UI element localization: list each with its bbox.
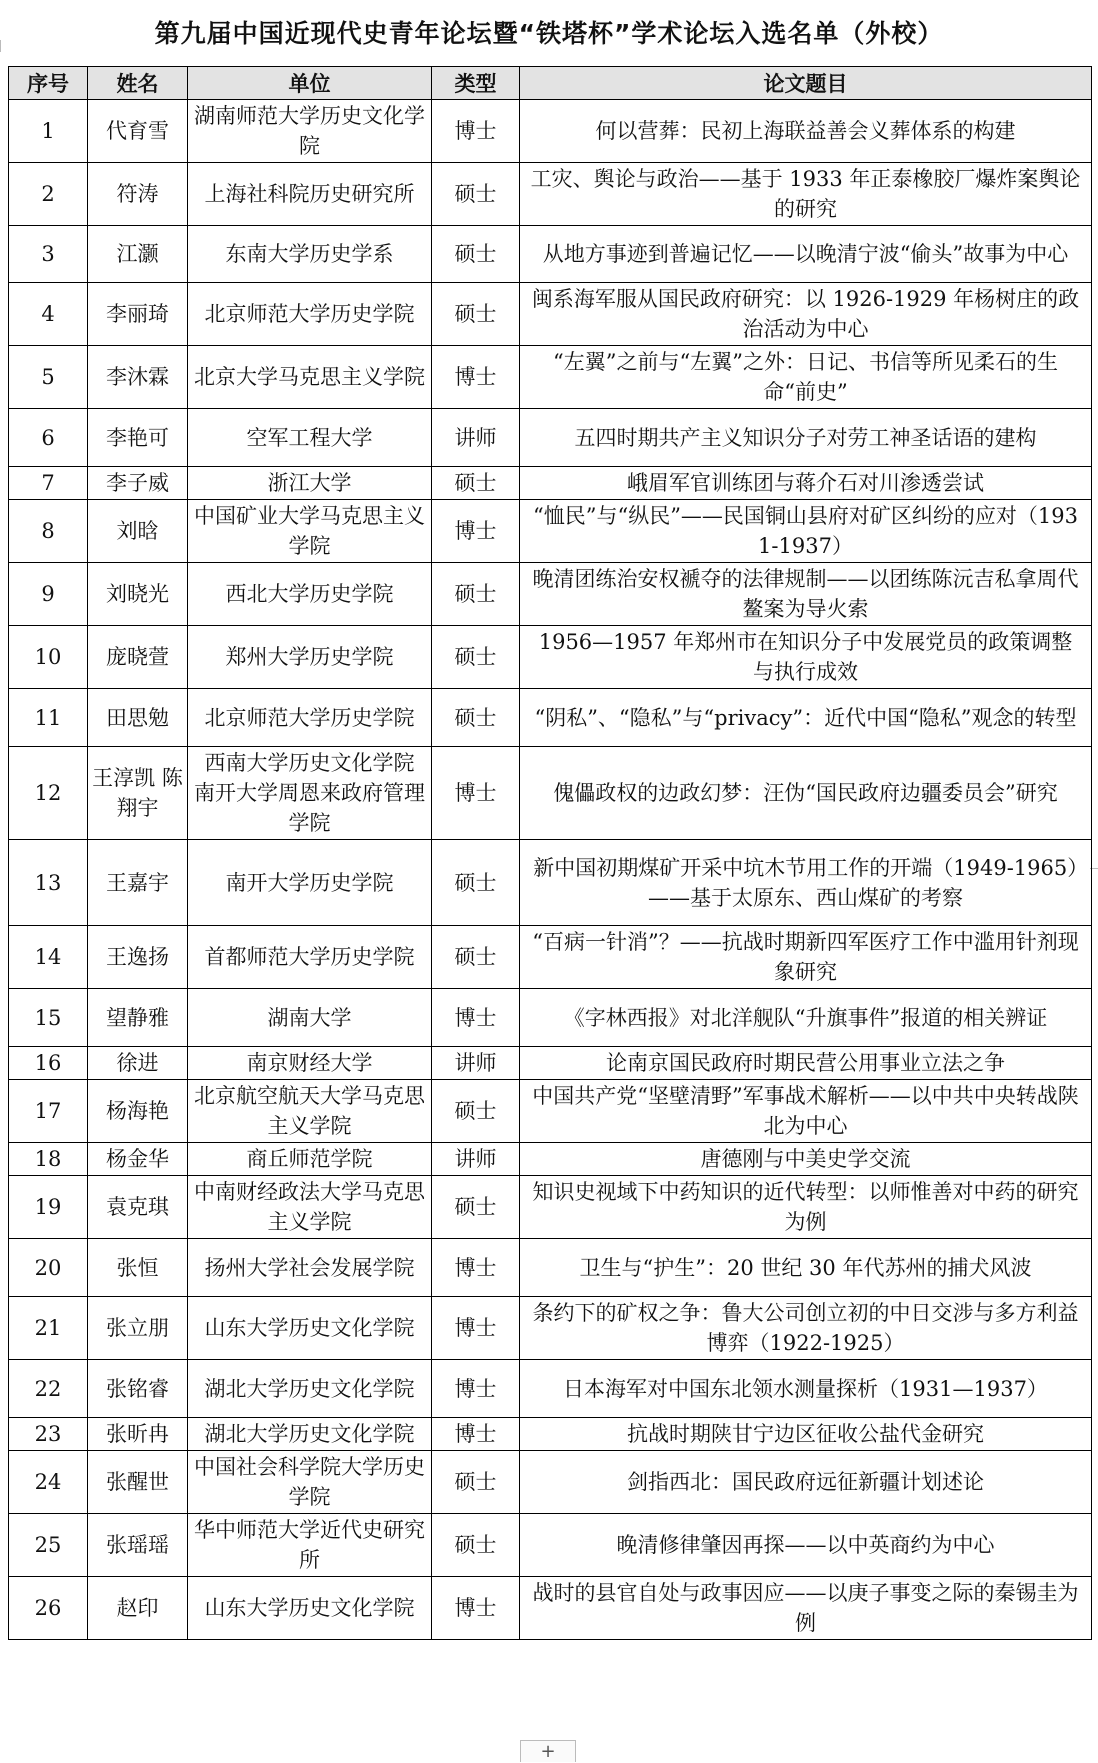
row-serial: 15 <box>9 989 88 1047</box>
row-serial: 24 <box>9 1451 88 1514</box>
row-topic: 中国共产党“坚壁清野”军事战术解析——以中共中央转战陕北为中心 <box>520 1080 1092 1143</box>
row-serial: 13 <box>9 840 88 926</box>
row-serial: 9 <box>9 563 88 626</box>
row-type: 硕士 <box>432 1451 520 1514</box>
row-serial: 8 <box>9 500 88 563</box>
row-type: 讲师 <box>432 409 520 467</box>
row-name: 李艳可 <box>88 409 188 467</box>
table-row <box>9 283 1092 346</box>
row-unit: 山东大学历史文化学院 <box>188 1577 432 1640</box>
row-topic: 1956—1957 年郑州市在知识分子中发展党员的政策调整与执行成效 <box>520 626 1092 689</box>
table-row <box>9 1360 1092 1418</box>
row-topic: 何以营葬：民初上海联益善会义葬体系的构建 <box>520 100 1092 163</box>
row-unit: 华中师范大学近代史研究所 <box>188 1514 432 1577</box>
row-unit: 西北大学历史学院 <box>188 563 432 626</box>
row-serial: 16 <box>9 1047 88 1080</box>
row-serial: 6 <box>9 409 88 467</box>
row-name: 赵印 <box>88 1577 188 1640</box>
row-type: 博士 <box>432 100 520 163</box>
table-row <box>9 1176 1092 1239</box>
row-name: 张昕冉 <box>88 1418 188 1451</box>
row-serial: 4 <box>9 283 88 346</box>
row-serial: 20 <box>9 1239 88 1297</box>
row-serial: 19 <box>9 1176 88 1239</box>
table-row <box>9 1297 1092 1360</box>
row-name: 袁克琪 <box>88 1176 188 1239</box>
row-name: 李沐霖 <box>88 346 188 409</box>
table-row <box>9 626 1092 689</box>
row-unit: 北京大学马克思主义学院 <box>188 346 432 409</box>
row-topic: 知识史视域下中药知识的近代转型：以师惟善对中药的研究为例 <box>520 1176 1092 1239</box>
row-unit: 北京航空航天大学马克思主义学院 <box>188 1080 432 1143</box>
row-type: 博士 <box>432 1239 520 1297</box>
row-serial: 21 <box>9 1297 88 1360</box>
row-topic: 五四时期共产主义知识分子对劳工神圣话语的建构 <box>520 409 1092 467</box>
row-topic: 卫生与“护生”：20 世纪 30 年代苏州的捕犬风波 <box>520 1239 1092 1297</box>
row-type: 硕士 <box>432 689 520 747</box>
row-unit: 南京财经大学 <box>188 1047 432 1080</box>
table-row <box>9 689 1092 747</box>
row-name: 庞晓萱 <box>88 626 188 689</box>
row-topic: 战时的县官自处与政事因应——以庚子事变之际的秦锡圭为例 <box>520 1577 1092 1640</box>
row-type: 讲师 <box>432 1047 520 1080</box>
add-page-tab[interactable] <box>520 1740 576 1762</box>
row-type: 硕士 <box>432 467 520 500</box>
row-unit: 中国矿业大学马克思主义学院 <box>188 500 432 563</box>
row-serial: 5 <box>9 346 88 409</box>
row-unit: 北京师范大学历史学院 <box>188 283 432 346</box>
row-name: 符涛 <box>88 163 188 226</box>
page-title: 第九届中国近现代史青年论坛暨“铁塔杯”学术论坛入选名单（外校） <box>154 19 944 48</box>
row-name: 刘晗 <box>88 500 188 563</box>
table-row <box>9 989 1092 1047</box>
table-row <box>9 467 1092 500</box>
row-name: 刘晓光 <box>88 563 188 626</box>
row-name: 江灏 <box>88 226 188 283</box>
row-unit: 湖南大学 <box>188 989 432 1047</box>
row-type: 博士 <box>432 1297 520 1360</box>
row-name: 田思勉 <box>88 689 188 747</box>
row-unit: 浙江大学 <box>188 467 432 500</box>
row-name: 张立朋 <box>88 1297 188 1360</box>
header-name: 姓名 <box>88 67 188 100</box>
row-topic: 从地方事迹到普遍记忆——以晚清宁波“偷头”故事为中心 <box>520 226 1092 283</box>
row-unit: 中国社会科学院大学历史学院 <box>188 1451 432 1514</box>
table-row <box>9 747 1092 840</box>
row-type: 博士 <box>432 1360 520 1418</box>
row-topic: 论南京国民政府时期民营公用事业立法之争 <box>520 1047 1092 1080</box>
row-serial: 23 <box>9 1418 88 1451</box>
table-row <box>9 1577 1092 1640</box>
row-topic: 峨眉军官训练团与蒋介石对川渗透尝试 <box>520 467 1092 500</box>
row-unit: 湖北大学历史文化学院 <box>188 1418 432 1451</box>
row-topic: “阴私”、“隐私”与“privacy”：近代中国“隐私”观念的转型 <box>520 689 1092 747</box>
row-unit: 首都师范大学历史学院 <box>188 926 432 989</box>
table-row <box>9 226 1092 283</box>
row-serial: 17 <box>9 1080 88 1143</box>
row-type: 硕士 <box>432 1080 520 1143</box>
row-type: 讲师 <box>432 1143 520 1176</box>
row-unit: 北京师范大学历史学院 <box>188 689 432 747</box>
row-topic: 《字林西报》对北洋舰队“升旗事件”报道的相关辨证 <box>520 989 1092 1047</box>
table-row <box>9 1418 1092 1451</box>
row-topic: 抗战时期陕甘宁边区征收公盐代金研究 <box>520 1418 1092 1451</box>
row-unit: 东南大学历史学系 <box>188 226 432 283</box>
table-row <box>9 563 1092 626</box>
row-topic: 剑指西北：国民政府远征新疆计划述论 <box>520 1451 1092 1514</box>
table-row <box>9 1080 1092 1143</box>
row-type: 硕士 <box>432 163 520 226</box>
table-row <box>9 1143 1092 1176</box>
row-topic: 条约下的矿权之争：鲁大公司创立初的中日交涉与多方利益博弈（1922-1925） <box>520 1297 1092 1360</box>
row-unit: 商丘师范学院 <box>188 1143 432 1176</box>
row-name: 张恒 <box>88 1239 188 1297</box>
row-name: 张铭睿 <box>88 1360 188 1418</box>
row-serial: 25 <box>9 1514 88 1577</box>
row-type: 博士 <box>432 1577 520 1640</box>
row-name: 代育雪 <box>88 100 188 163</box>
row-name: 杨金华 <box>88 1143 188 1176</box>
row-type: 硕士 <box>432 1176 520 1239</box>
row-topic: 晚清团练治安权褫夺的法律规制——以团练陈沅吉私拿周代鳌案为导火索 <box>520 563 1092 626</box>
row-unit: 中南财经政法大学马克思主义学院 <box>188 1176 432 1239</box>
table-row <box>9 163 1092 226</box>
table-row <box>9 500 1092 563</box>
row-type: 博士 <box>432 989 520 1047</box>
row-type: 硕士 <box>432 840 520 926</box>
table-row <box>9 100 1092 163</box>
row-name: 徐进 <box>88 1047 188 1080</box>
header-topic: 论文题目 <box>520 67 1092 100</box>
row-type: 博士 <box>432 747 520 840</box>
row-type: 博士 <box>432 500 520 563</box>
table-row <box>9 409 1092 467</box>
row-unit: 郑州大学历史学院 <box>188 626 432 689</box>
table-body <box>9 100 1092 1640</box>
row-topic: 新中国初期煤矿开采中坑木节用工作的开端（1949-1965）——基于太原东、西山煤矿的考察 <box>520 840 1092 926</box>
row-type: 硕士 <box>432 563 520 626</box>
table-row <box>9 840 1092 926</box>
row-serial: 11 <box>9 689 88 747</box>
header-type: 类型 <box>432 67 520 100</box>
row-serial: 7 <box>9 467 88 500</box>
row-unit: 上海社科院历史研究所 <box>188 163 432 226</box>
row-unit: 空军工程大学 <box>188 409 432 467</box>
row-topic: 闽系海军服从国民政府研究：以 1926-1929 年杨树庄的政治活动为中心 <box>520 283 1092 346</box>
row-name: 王逸扬 <box>88 926 188 989</box>
row-type: 硕士 <box>432 926 520 989</box>
selection-table <box>8 66 1092 1640</box>
row-name: 张醒世 <box>88 1451 188 1514</box>
table-header-row <box>9 67 1092 100</box>
row-topic: 工灾、舆论与政治——基于 1933 年正泰橡胶厂爆炸案舆论的研究 <box>520 163 1092 226</box>
row-unit: 扬州大学社会发展学院 <box>188 1239 432 1297</box>
row-type: 硕士 <box>432 283 520 346</box>
row-serial: 1 <box>9 100 88 163</box>
row-topic: “恤民”与“纵民”——民国铜山县府对矿区纠纷的应对（1931-1937） <box>520 500 1092 563</box>
row-topic: “百病一针消”？——抗战时期新四军医疗工作中滥用针剂现象研究 <box>520 926 1092 989</box>
row-serial: 12 <box>9 747 88 840</box>
row-type: 硕士 <box>432 1514 520 1577</box>
header-serial: 序号 <box>9 67 88 100</box>
table-row <box>9 1451 1092 1514</box>
row-type: 博士 <box>432 346 520 409</box>
header-unit: 单位 <box>188 67 432 100</box>
plus-icon: + <box>540 1741 556 1762</box>
row-name: 望静雅 <box>88 989 188 1047</box>
row-unit: 湖北大学历史文化学院 <box>188 1360 432 1418</box>
row-serial: 3 <box>9 226 88 283</box>
row-unit: 南开大学历史学院 <box>188 840 432 926</box>
table-row <box>9 346 1092 409</box>
row-serial: 26 <box>9 1577 88 1640</box>
row-name: 李丽琦 <box>88 283 188 346</box>
row-type: 硕士 <box>432 626 520 689</box>
row-topic: 晚清修律肇因再探——以中英商约为中心 <box>520 1514 1092 1577</box>
row-name: 杨海艳 <box>88 1080 188 1143</box>
row-serial: 22 <box>9 1360 88 1418</box>
row-name: 张瑶瑶 <box>88 1514 188 1577</box>
row-type: 博士 <box>432 1418 520 1451</box>
row-serial: 14 <box>9 926 88 989</box>
row-name: 李子威 <box>88 467 188 500</box>
row-name: 王嘉宇 <box>88 840 188 926</box>
row-topic: 傀儡政权的边政幻梦：汪伪“国民政府边疆委员会”研究 <box>520 747 1092 840</box>
row-type: 硕士 <box>432 226 520 283</box>
row-unit: 湖南师范大学历史文化学院 <box>188 100 432 163</box>
row-serial: 2 <box>9 163 88 226</box>
table-row <box>9 1514 1092 1577</box>
row-unit: 山东大学历史文化学院 <box>188 1297 432 1360</box>
table-row <box>9 1239 1092 1297</box>
row-serial: 18 <box>9 1143 88 1176</box>
row-topic: 日本海军对中国东北领水测量探析（1931—1937） <box>520 1360 1092 1418</box>
table-row <box>9 926 1092 989</box>
row-name: 王淳凯 陈翔宇 <box>88 747 188 840</box>
row-unit: 西南大学历史文化学院 南开大学周恩来政府管理学院 <box>188 747 432 840</box>
row-serial: 10 <box>9 626 88 689</box>
table-row <box>9 1047 1092 1080</box>
row-topic: “左翼”之前与“左翼”之外：日记、书信等所见柔石的生命“前史” <box>520 346 1092 409</box>
row-topic: 唐德刚与中美史学交流 <box>520 1143 1092 1176</box>
